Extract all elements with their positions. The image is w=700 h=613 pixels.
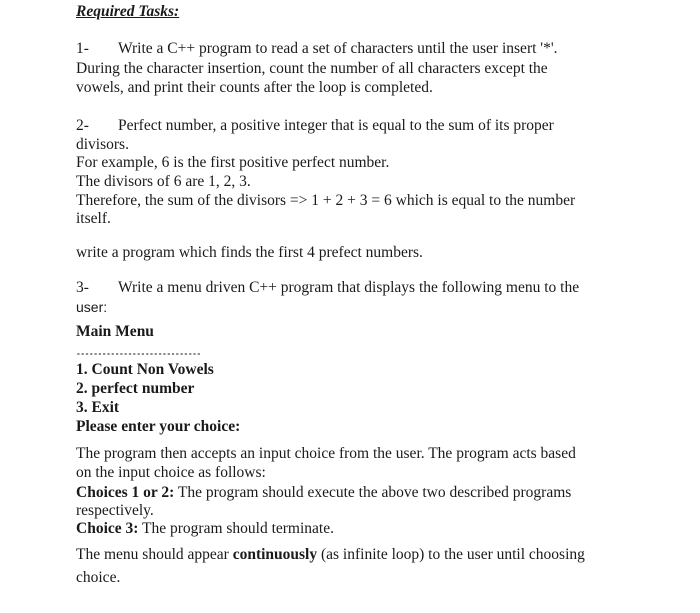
menu-title: Main Menu — [76, 323, 154, 340]
task1-line2: During the character insertion, count the number of all characters except the — [76, 60, 548, 77]
task2-line2: divisors. — [76, 136, 129, 153]
task3-desc2: on the input choice as follows: — [76, 464, 266, 481]
task3-desc1: The program then accepts an input choice from the user. The program acts based — [76, 445, 576, 462]
choice-3-label: Choice 3: — [76, 520, 139, 537]
final-note-cont: choice. — [76, 569, 121, 586]
task1-line3: vowels, and print their counts after the loop is completed. — [76, 79, 433, 96]
task2-line5: Therefore, the sum of the divisors => 1 + 2 + 3 = 6 which is equal to the number — [76, 192, 576, 209]
choices-1-2: Choices 1 or 2: The program should execute the above two described programs — [76, 484, 572, 501]
task1-line1: 1- Write a C++ program to read a set of characters until the user insert '*'. — [76, 40, 558, 57]
task1-number: 1- — [76, 40, 89, 57]
task2-line1: 2- Perfect number, a positive integer that is equal to the sum of its proper — [76, 117, 554, 134]
task2-line6: itself. — [76, 210, 111, 227]
menu-divider: ----------------------------- — [76, 350, 201, 359]
task2-number: 2- — [76, 117, 89, 134]
task2-line7: write a program which finds the first 4 prefect numbers. — [76, 244, 423, 261]
menu-option-2: 2. perfect number — [76, 380, 195, 397]
emphasis-continuously: continuously — [232, 546, 318, 563]
heading: Required Tasks: — [76, 3, 180, 20]
menu-option-3: 3. Exit — [76, 399, 120, 416]
task3-line2: user: — [76, 299, 108, 315]
choices-1-2-cont: respectively. — [76, 502, 154, 519]
menu-option-1: 1. Count Non Vowels — [76, 361, 214, 378]
final-note: The menu should appear continuously (as infinite loop) to the user until choosing — [76, 546, 585, 563]
choice-3: Choice 3: The program should terminate. — [76, 520, 334, 537]
task3-line1: 3- Write a menu driven C++ program that displays the following menu to the — [76, 279, 580, 296]
task3-number: 3- — [76, 279, 89, 296]
choices-1-2-label: Choices 1 or 2: — [76, 484, 175, 501]
task2-line3: For example, 6 is the first positive perfect number. — [76, 154, 390, 171]
task2-line4: The divisors of 6 are 1, 2, 3. — [76, 173, 251, 190]
menu-prompt: Please enter your choice: — [76, 418, 241, 435]
